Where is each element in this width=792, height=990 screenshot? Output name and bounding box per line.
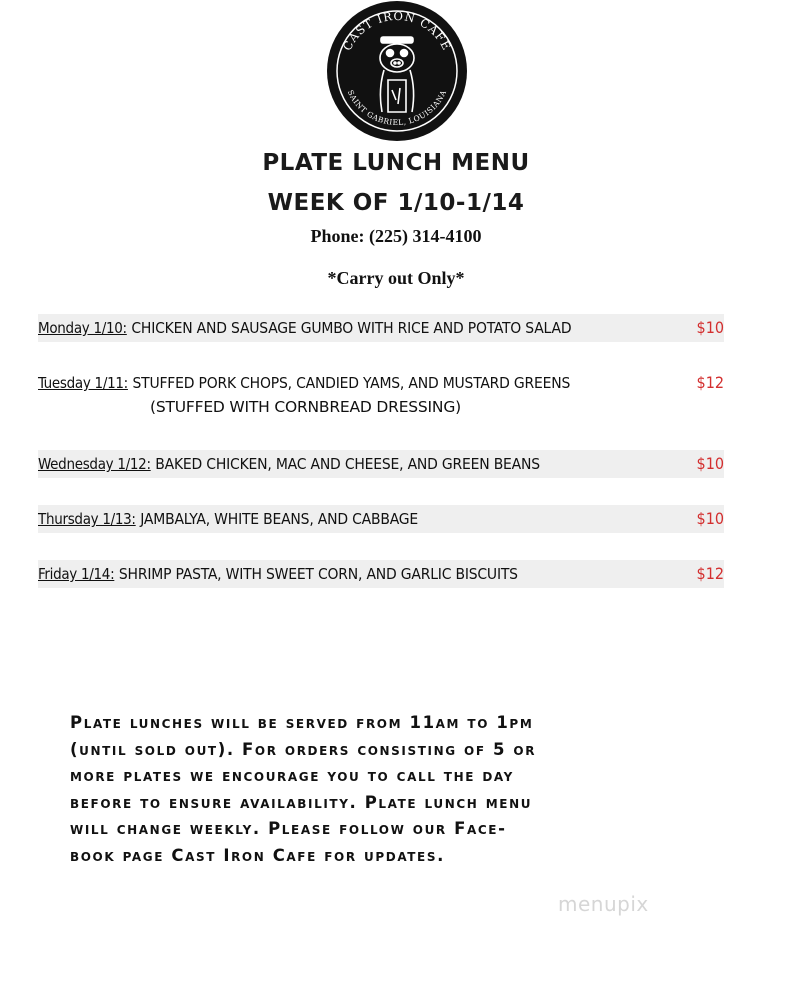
menu-row-monday [38, 314, 724, 342]
dish-note: (STUFFED WITH CORNBREAD DRESSING) [150, 398, 461, 416]
dish-description: SHRIMP PASTA, WITH SWEET CORN, AND GARLIC BISCUITS [118, 565, 518, 583]
price: $12 [696, 564, 724, 583]
logo-top-text: CAST IRON CAFE [339, 8, 455, 53]
notice-line: more plates we encourage you to call the day [70, 766, 514, 785]
menu-row-thursday [38, 505, 724, 533]
menu-title: PLATE LUNCH MENU [262, 150, 530, 176]
dish-description: STUFFED PORK CHOPS, CANDIED YAMS, AND MUSTARD GREENS [132, 374, 571, 392]
menu-row-wednesday [38, 450, 724, 478]
notice-line: before to ensure availability. Plate lunch menu [70, 792, 533, 812]
logo-bottom-text: SAINT GABRIEL, LOUISIANA [345, 88, 449, 128]
notice-line: Plate lunches will be served from 11am to 1pm [70, 713, 534, 732]
price: $12 [696, 373, 724, 392]
day-label: Tuesday 1/11: [38, 374, 128, 392]
day-label: Wednesday 1/12: [38, 455, 151, 473]
phone-number: Phone: (225) 314-4100 [310, 226, 482, 246]
week-range: WEEK OF 1/10-1/14 [267, 190, 525, 216]
service-notice [70, 710, 730, 869]
day-label: Friday 1/14: [38, 565, 115, 583]
notice-line: (until sold out). For orders consisting of 5 or [70, 739, 537, 759]
carry-out-note: *Carry out Only* [327, 268, 465, 288]
day-label: Thursday 1/13: [38, 510, 136, 528]
notice-line: will change weekly. Please follow our Face- [70, 819, 507, 838]
menu-row-tuesday [38, 369, 724, 397]
dish-description: BAKED CHICKEN, MAC AND CHEESE, AND GREEN BEANS [155, 455, 540, 473]
cafe-logo [326, 0, 468, 142]
watermark: menupix [558, 892, 649, 916]
menu-row-friday [38, 560, 724, 588]
price: $10 [696, 318, 724, 337]
price: $10 [696, 509, 724, 528]
notice-line: book page Cast Iron Cafe for updates. [70, 845, 445, 865]
dish-description: CHICKEN AND SAUSAGE GUMBO WITH RICE AND POTATO SALAD [131, 319, 572, 337]
day-label: Monday 1/10: [38, 319, 127, 337]
price: $10 [696, 454, 724, 473]
dish-description: JAMBALYA, WHITE BEANS, AND CABBAGE [140, 510, 418, 528]
